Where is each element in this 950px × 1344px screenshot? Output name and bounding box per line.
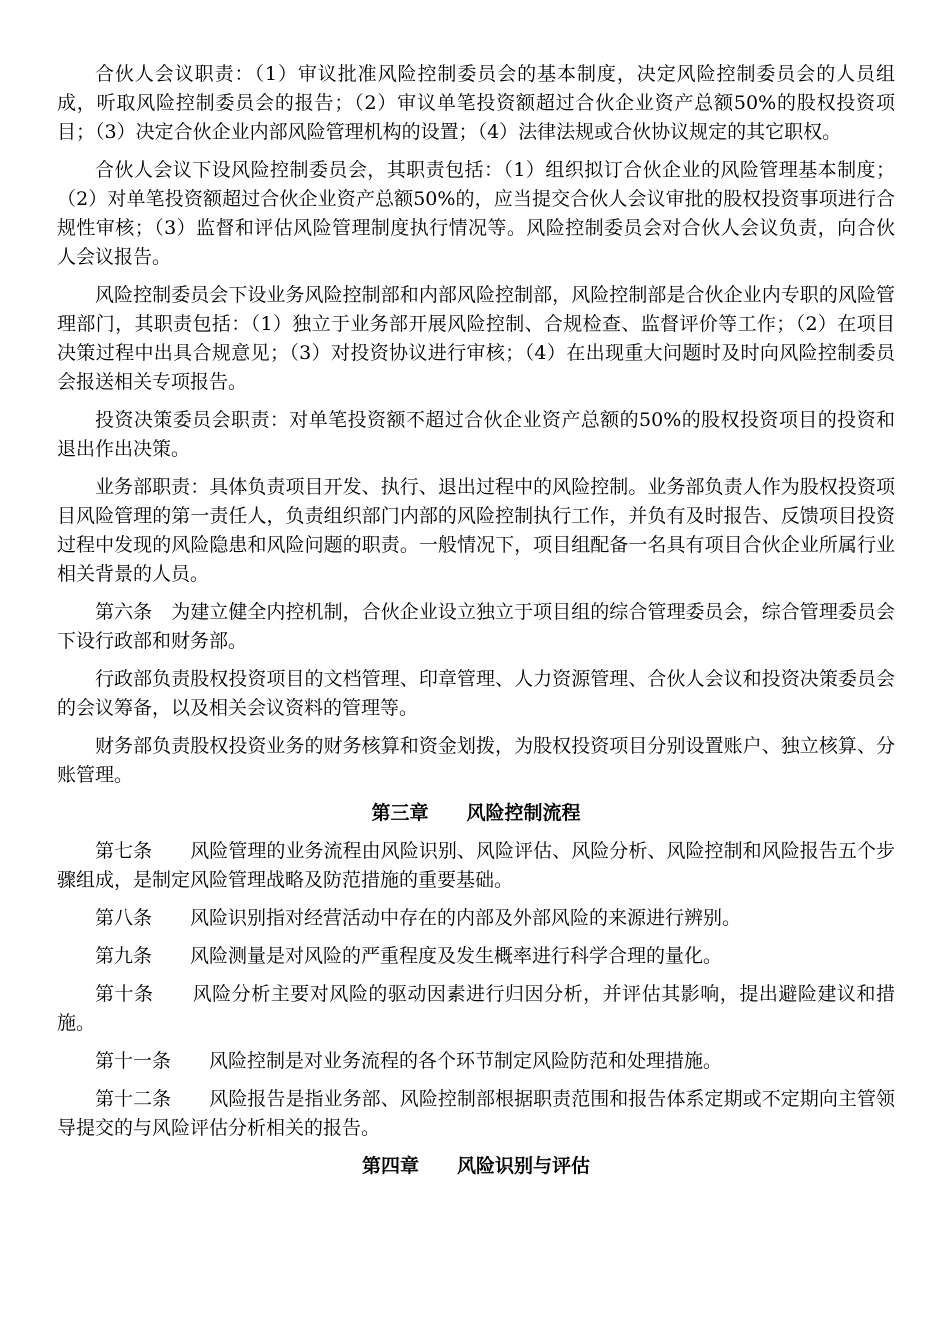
chapter-4-heading: 第四章 风险识别与评估 <box>361 1155 590 1177</box>
paragraph-article-10: 第十条 风险分析主要对风险的驱动因素进行归因分析，并评估其影响，提出避险建议和措施。 <box>57 983 895 1034</box>
paragraph-risk-control-department: 风险控制委员会下设业务风险控制部和内部风险控制部，风险控制部是合伙企业内专职的风险管理部门，其职责包括：（1）独立于业务部开展风险控制、合规检查、监督评价等工作；（2）在项目决策过程中出具合规意见；（3）对投资协议进行审核；（4）在出现重大问题时及时向风险控制委员会报送相关专项报告。 <box>57 284 895 393</box>
chapter-3-heading: 第三章 风险控制流程 <box>371 802 581 824</box>
paragraph-article-6: 第六条 为建立健全内控机制，合伙企业设立独立于项目组的综合管理委员会，综合管理委员会下设行政部和财务部。 <box>57 601 895 652</box>
paragraph-article-12: 第十二条 风险报告是指业务部、风险控制部根据职责范围和报告体系定期或不定期向主管领导提交的与风险评估分析相关的报告。 <box>57 1088 895 1139</box>
paragraph-finance-department: 财务部负责股权投资业务的财务核算和资金划拨，为股权投资项目分别设置账户、独立核算、分账管理。 <box>57 735 895 786</box>
paragraph-business-department-duties: 业务部职责：具体负责项目开发、执行、退出过程中的风险控制。业务部负责人作为股权投资项目风险管理的第一责任人，负责组织部门内部的风险控制执行工作，并负有及时报告、反馈项目投资过程中发现的风险隐患和风险问题的职责。一般情况下，项目组配备一名具有项目合伙企业所属行业相关背景的人员。 <box>57 476 895 585</box>
paragraph-partners-meeting-duties: 合伙人会议职责：（1）审议批准风险控制委员会的基本制度，决定风险控制委员会的人员组成，听取风险控制委员会的报告；（2）审议单笔投资额超过合伙企业资产总额50%的股权投资项目；（3）决定合伙企业内部风险管理机构的设置；（4）法律法规或合伙协议规定的其它职权。 <box>57 63 895 143</box>
paragraph-article-11: 第十一条 风险控制是对业务流程的各个环节制定风险防范和处理措施。 <box>95 1050 723 1072</box>
paragraph-article-9: 第九条 风险测量是对风险的严重程度及发生概率进行科学合理的量化。 <box>95 945 723 967</box>
paragraph-investment-committee-duties: 投资决策委员会职责：对单笔投资额不超过合伙企业资产总额的50%的股权投资项目的投资和退出作出决策。 <box>57 409 895 460</box>
paragraph-article-7: 第七条 风险管理的业务流程由风险识别、风险评估、风险分析、风险控制和风险报告五个步骤组成，是制定风险管理战略及防范措施的重要基础。 <box>57 840 895 891</box>
document-body <box>57 60 895 1190</box>
paragraph-risk-committee-duties: 合伙人会议下设风险控制委员会，其职责包括：（1）组织拟订合伙企业的风险管理基本制度；（2）对单笔投资额超过合伙企业资产总额50%的，应当提交合伙人会议审批的股权投资事项进行合规性审核；（3）监督和评估风险管理制度执行情况等。风险控制委员会对合伙人会议负责，向合伙人会议报告。 <box>57 159 895 268</box>
paragraph-article-8: 第八条 风险识别指对经营活动中存在的内部及外部风险的来源进行辨别。 <box>95 907 742 929</box>
paragraph-administration-department: 行政部负责股权投资项目的文档管理、印章管理、人力资源管理、合伙人会议和投资决策委员会的会议筹备，以及相关会议资料的管理等。 <box>57 668 895 719</box>
